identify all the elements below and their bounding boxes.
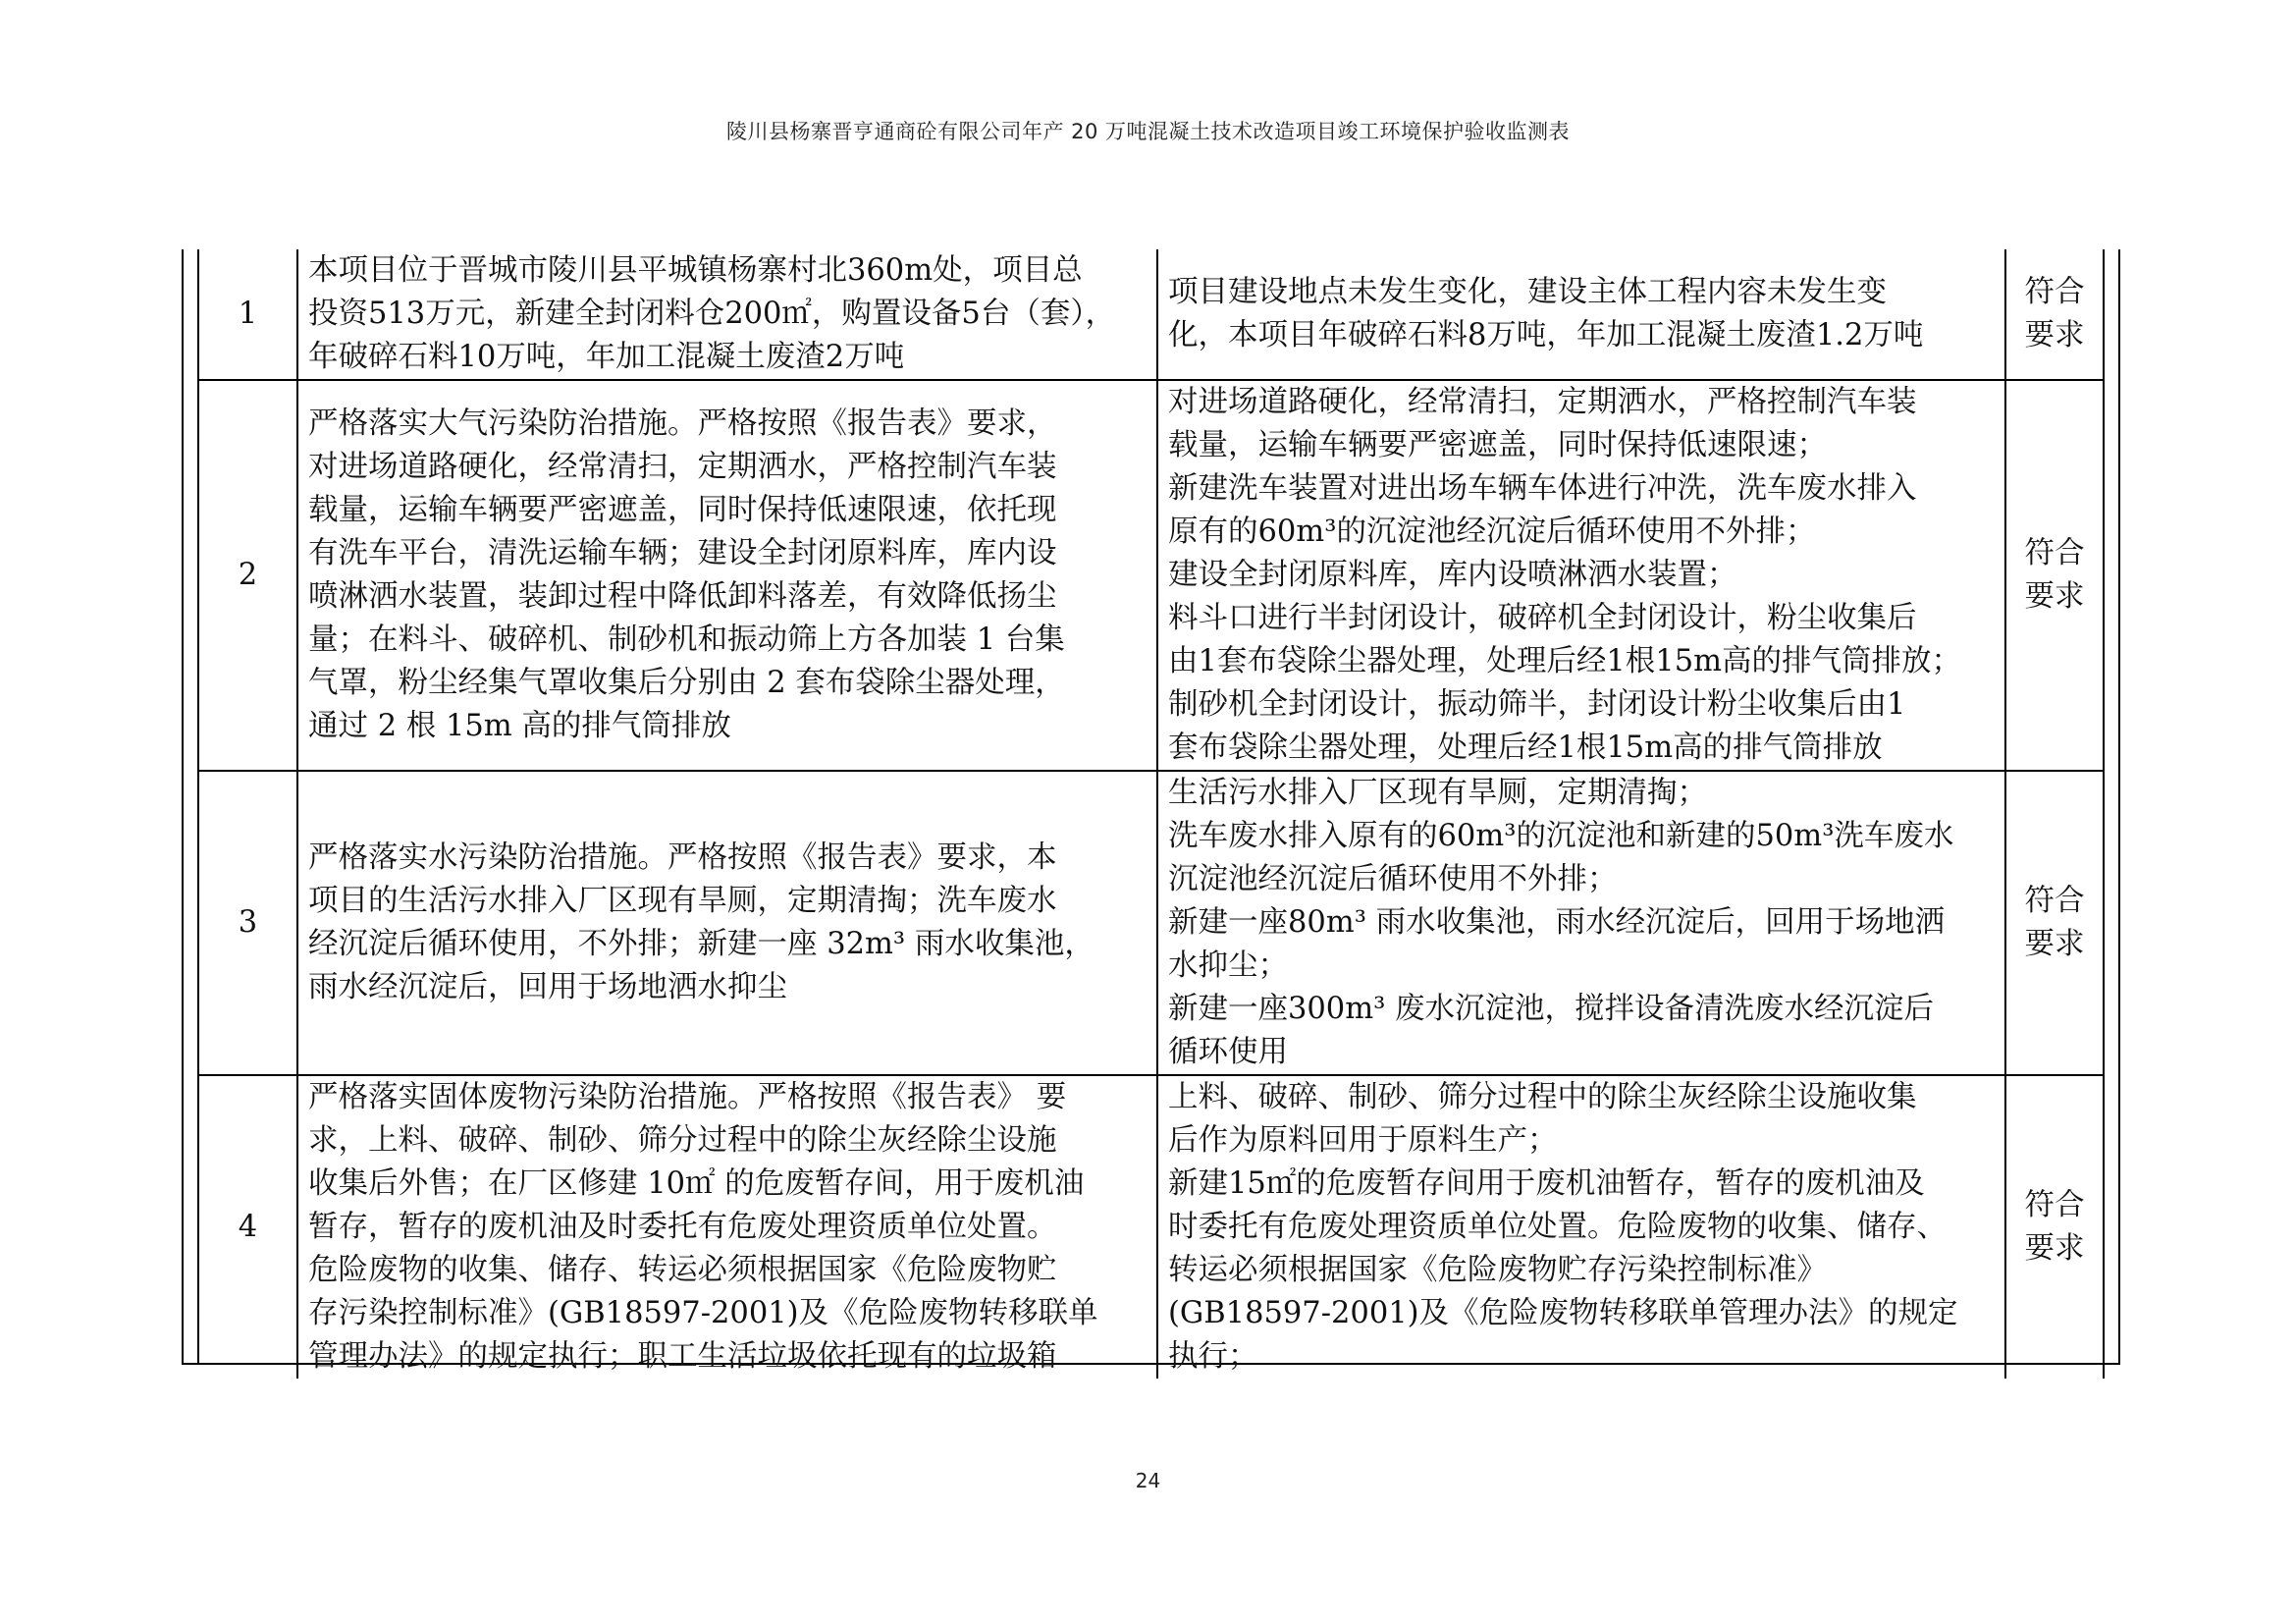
cell-text-line: 对进场道路硬化，经常清扫，定期洒水，严格控制汽车装 — [1168, 385, 1917, 419]
cell-text-line: 求，上料、破碎、制砂、筛分过程中的除尘灰经除尘设施 — [308, 1123, 1057, 1158]
cell-text-line: 转运必须根据国家《危险废物贮存污染控制标准》 — [1168, 1253, 1827, 1287]
cell-text-line: 执行； — [1168, 1339, 1258, 1374]
row-number-cell: 2 — [199, 380, 297, 771]
cell-text-line: 喷淋洒水装置，装卸过程中降低卸料落差，有效降低扬尘 — [308, 579, 1057, 614]
cell-text-line: 有洗车平台，清洗运输车辆；建设全封闭原料库，库内设 — [308, 536, 1057, 570]
cell-text-line: 对进场道路硬化，经常清扫，定期洒水，严格控制汽车装 — [308, 450, 1057, 484]
cell-text-line: 洗车废水排入原有的60m³的沉淀池和新建的50m³洗车废水 — [1168, 819, 1954, 853]
cell-text-line: 本项目位于晋城市陵川县平城镇杨寨村北360m处，项目总 — [308, 253, 1083, 288]
cell-text-line: 雨水经沉淀后，回用于场地洒水抑尘 — [308, 970, 787, 1004]
row-number-cell: 1 — [199, 249, 297, 380]
cell-text-line: 原有的60m³的沉淀池经沉淀后循环使用不外排； — [1168, 514, 1816, 549]
implementation-cell — [1157, 249, 2005, 380]
cell-text-line: 要求 — [2024, 927, 2085, 961]
cell-text-line: 制砂机全封闭设计，振动筛半，封闭设计粉尘收集后由1 — [1168, 687, 1906, 722]
result-cell — [2005, 380, 2104, 771]
cell-text-line: 经沉淀后循环使用，不外排；新建一座 32m³ 雨水收集池， — [308, 927, 1095, 961]
cell-text-line: 危险废物的收集、储存、转运必须根据国家《危险废物贮 — [308, 1253, 1057, 1287]
cell-text-line: 符合 — [2024, 275, 2085, 309]
acceptance-table — [199, 249, 2105, 1379]
cell-text-line: 上料、破碎、制砂、筛分过程中的除尘灰经除尘设施收集 — [1168, 1080, 1917, 1114]
requirement-cell — [297, 380, 1157, 771]
cell-text-line: 要求 — [2024, 1231, 2085, 1266]
cell-text-line: 量；在料斗、破碎机、制砂机和振动筛上方各加装 1 台集 — [308, 623, 1065, 657]
cell-text-line: 符合 — [2024, 884, 2085, 918]
cell-text-line: 符合 — [2024, 1188, 2085, 1222]
cell-text-line: 循环使用 — [1168, 1035, 1288, 1069]
cell-text-line: 要求 — [2024, 579, 2085, 614]
cell-text-line: 水抑尘； — [1168, 948, 1288, 983]
cell-text-line: 存污染控制标准》(GB18597-2001)及《危险废物转移联单 — [308, 1296, 1098, 1330]
cell-text-line: 收集后外售；在厂区修建 10㎡ 的危废暂存间，用于废机油 — [308, 1166, 1085, 1201]
cell-text-line: 严格落实水污染防治措施。严格按照《报告表》要求，本 — [308, 840, 1057, 875]
cell-text-line: 料斗口进行半封闭设计，破碎机全封闭设计，粉尘收集后 — [1168, 601, 1917, 635]
requirement-cell — [297, 249, 1157, 380]
cell-text-line: 气罩，粉尘经集气罩收集后分别由 2 套布袋除尘器处理， — [308, 666, 1065, 700]
page-header-title: 陵川县杨寨晋亨通商砼有限公司年产 20 万吨混凝土技术改造项目竣工环境保护验收监测表 — [725, 120, 1571, 143]
cell-text-line: 新建洗车装置对进出场车辆车体进行冲洗，洗车废水排入 — [1168, 471, 1917, 506]
cell-text-line: 投资513万元，新建全封闭料仓200㎡，购置设备5台（套）， — [308, 297, 1116, 331]
cell-text-line: 沉淀池经沉淀后循环使用不外排； — [1168, 862, 1618, 896]
row-number-cell: 3 — [199, 771, 297, 1075]
table-row — [199, 771, 2104, 1075]
cell-text-line: 建设全封闭原料库，库内设喷淋洒水装置； — [1168, 558, 1737, 592]
cell-text-line: 通过 2 根 15m 高的排气筒排放 — [308, 709, 731, 743]
table-row — [199, 380, 2104, 771]
cell-text-line: 要求 — [2024, 318, 2085, 352]
table-row — [199, 1075, 2104, 1379]
cell-text-line: (GB18597-2001)及《危险废物转移联单管理办法》的规定 — [1168, 1296, 1958, 1330]
cell-text-line: 暂存，暂存的废机油及时委托有危废处理资质单位处置。 — [308, 1210, 1057, 1244]
cell-text-line: 严格落实固体废物污染防治措施。严格按照《报告表》 要 — [308, 1080, 1067, 1114]
implementation-cell — [1157, 771, 2005, 1075]
cell-text-line: 载量，运输车辆要严密遮盖，同时保持低速限速，依托现 — [308, 493, 1057, 527]
implementation-cell — [1157, 380, 2005, 771]
result-cell — [2005, 1075, 2104, 1379]
cell-text-line: 新建15㎡的危废暂存间用于废机油暂存，暂存的废机油及 — [1168, 1166, 1925, 1201]
row-number-cell: 4 — [199, 1075, 297, 1379]
cell-text-line: 严格落实大气污染防治措施。严格按照《报告表》要求， — [308, 406, 1057, 441]
cell-text-line: 由1套布袋除尘器处理，处理后经1根15m高的排气筒排放； — [1168, 644, 1962, 678]
cell-text-line: 后作为原料回用于原料生产； — [1168, 1123, 1558, 1158]
cell-text-line: 项目建设地点未发生变化，建设主体工程内容未发生变 — [1168, 275, 1887, 309]
cell-text-line: 时委托有危废处理资质单位处置。危险废物的收集、储存、 — [1168, 1210, 1947, 1244]
implementation-cell — [1157, 1075, 2005, 1379]
cell-text-line: 年破碎石料10万吨，年加工混凝土废渣2万吨 — [308, 340, 905, 374]
table-body — [199, 249, 2104, 1379]
cell-text-line: 套布袋除尘器处理，处理后经1根15m高的排气筒排放 — [1168, 731, 1883, 765]
cell-text-line: 新建一座300m³ 废水沉淀池，搅拌设备清洗废水经沉淀后 — [1168, 992, 1935, 1026]
cell-text-line: 符合 — [2024, 536, 2085, 570]
cell-text-line: 新建一座80m³ 雨水收集池，雨水经沉淀后，回用于场地洒 — [1168, 905, 1946, 940]
page-number: 24 — [1135, 1469, 1161, 1492]
cell-text-line: 生活污水排入厂区现有旱厕，定期清掏； — [1168, 776, 1707, 810]
result-cell — [2005, 771, 2104, 1075]
requirement-cell — [297, 771, 1157, 1075]
table-right-border-line — [2118, 249, 2120, 1363]
cell-text-line: 项目的生活污水排入厂区现有旱厕，定期清掏；洗车废水 — [308, 884, 1057, 918]
table-row — [199, 249, 2104, 380]
cell-text-line: 化，本项目年破碎石料8万吨，年加工混凝土废渣1.2万吨 — [1168, 318, 1924, 352]
cell-text-line: 载量，运输车辆要严密遮盖，同时保持低速限速； — [1168, 428, 1827, 462]
cell-text-line: 管理办法》的规定执行；职工生活垃圾依托现有的垃圾箱 — [308, 1339, 1057, 1374]
result-cell — [2005, 249, 2104, 380]
acceptance-table-frame — [182, 249, 2120, 1374]
requirement-cell — [297, 1075, 1157, 1379]
